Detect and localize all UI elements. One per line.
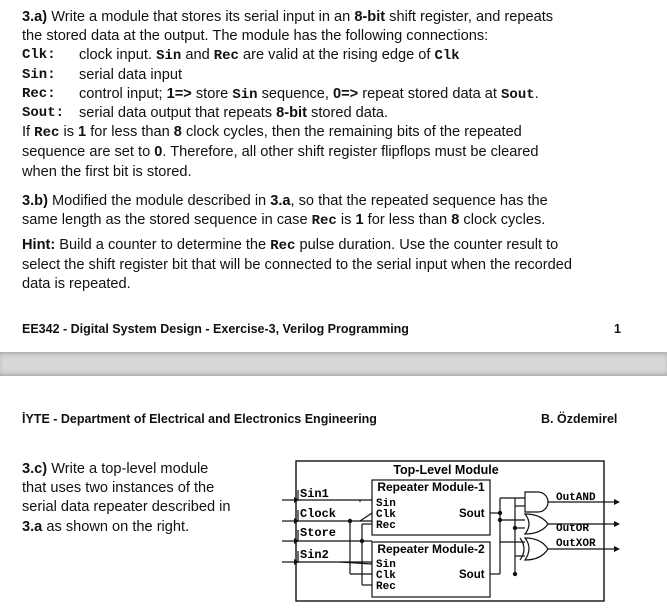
hint-label: Hint:: [22, 237, 56, 253]
input-clock: Clock: [300, 507, 337, 521]
section-3a: 3.a) Write a module that stores its serial input in an 8-bit shift register, and repeats the stored data at the output. The module has the following connections: Clk: clock input. Sin and Rec are valid at the rising edge of Clk Sin: serial data input Rec: control input; 1=> store Sin sequence, 0=> repeat stored data at Sout. Sout: serial data output that repeats 8-bit stored data. If Rec is 1 for less than 8 clock cycles, then the remaining bits of the repeated sequence are set to 0. Therefore, all other shift register flipflops must be cleared when the first bit is stored.: [22, 8, 642, 182]
module-1-port-clk: Clk: [376, 509, 396, 521]
input-sin1: Sin1: [300, 487, 329, 501]
hint: Hint: Build a counter to determine the Rec pulse duration. Use the counter result to select the shift register bit that will be connected to the serial input when the recorded data is repeated.: [22, 237, 573, 293]
xor-gate: [525, 538, 548, 560]
output-and: OutAND: [556, 492, 596, 504]
section-3b: 3.b) Modified the module described in 3.a, so that the repeated sequence has the same length as the stored sequence in case Rec is 1 for less than 8 clock cycles.: [22, 193, 548, 230]
module-2-title: Repeater Module-2: [377, 542, 485, 556]
output-or: OutOR: [556, 523, 590, 535]
block-diagram: [0, 376, 667, 615]
page-header: İYTE - Department of Electrical and Electronics Engineering: [22, 412, 377, 426]
module-1-port-sin: Sin: [376, 498, 396, 510]
input-store: Store: [300, 526, 337, 540]
output-xor: OutXOR: [556, 538, 596, 550]
module-2-port-sin: Sin: [376, 559, 396, 571]
page-number: 1: [614, 322, 621, 336]
module-2-sout: Sout: [459, 569, 485, 581]
author: B. Özdemirel: [541, 412, 618, 426]
module-1-port-rec: Rec: [376, 520, 396, 532]
connection-clk: Clk: clock input. Sin and Rec are valid at the rising edge of Clk: [22, 47, 460, 65]
module-2-port-rec: Rec: [376, 581, 396, 593]
page-2: [0, 376, 667, 615]
page-footer: EE342 - Digital System Design - Exercise-3, Verilog Programming: [22, 322, 409, 336]
top-level-title: Top-Level Module: [393, 463, 499, 477]
connection-sin: Sin: serial data input: [22, 66, 183, 83]
connection-sout: Sout: serial data output that repeats 8-bit stored data.: [22, 104, 389, 121]
module-2-port-clk: Clk: [376, 570, 396, 582]
input-sin2: Sin2: [300, 548, 329, 562]
section-3c: 3.c) Write a top-level module that uses two instances of the serial data repeater described in 3.a as shown on the right.: [22, 461, 231, 535]
connection-rec: Rec: control input; 1=> store Sin sequence, 0=> repeat stored data at Sout.: [22, 85, 539, 103]
section-3c-number: 3.c): [22, 461, 48, 477]
paragraph-if-rec: If Rec is 1 for less than 8 clock cycles, then the remaining bits of the repeated sequence are set to 0. Therefore, all other shift register flipflops must be cleared when the first bit is stored.: [22, 124, 539, 180]
page-separator: [0, 352, 667, 376]
section-3a-number: 3.a): [22, 9, 48, 25]
section-3b-number: 3.b): [22, 193, 48, 209]
module-1-title: Repeater Module-1: [377, 480, 485, 494]
module-1-sout: Sout: [459, 508, 485, 520]
or-gate: [525, 514, 548, 534]
and-gate: [525, 492, 548, 512]
